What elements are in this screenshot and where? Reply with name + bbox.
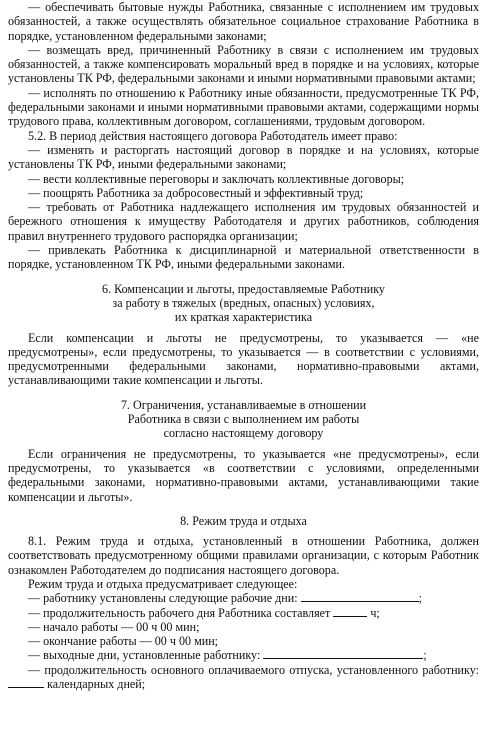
- section-8-heading: 8. Режим труда и отдыха: [180, 513, 307, 528]
- regime-intro: Режим труда и отдыха предусматривает следующее:: [28, 576, 298, 591]
- end-line: — окончание работы — 00 ч 00 мин;: [28, 634, 219, 649]
- hours-unit: ч;: [370, 605, 380, 620]
- workday-length-blank[interactable]: [333, 606, 367, 617]
- section-7-text: Если ограничения не предусмотрены, то указывается «не предусмотрены», если предусмотрены, то указывается «в соответствии с условиями, определенными федеральными законами, нормативно-правовыми актами, устанавливающими такие компенсации и льготы».: [8, 446, 479, 504]
- vacation-unit: календарных дней;: [47, 677, 146, 692]
- section-7-heading-line: согласно настоящему договору: [163, 426, 324, 441]
- duty-paragraph: — исполнять по отношению к Работнику иные обязанности, предусмотренные ТК РФ, федеральными законами и иными нормативными правовыми актами, содержащими нормы трудового права, коллективным договором, соглашениями, трудовым договором.: [8, 85, 479, 129]
- section-6-heading-line: 6. Компенсации и льготы, предоставляемые Работнику: [102, 281, 385, 296]
- right-paragraph: — привлекать Работника к дисциплинарной и материальной ответственности в порядке, установленном ТК РФ, иными федеральными законами.: [8, 243, 479, 272]
- days-off-blank[interactable]: [263, 648, 423, 659]
- section-6-text: Если компенсации и льготы не предусмотрены, то указывается — «не предусмотрены», если предусмотрены, то указывается — в соответствии с условиями, предусмотренными федеральными законами, нормативно-правовыми актами, устанавливающими такие компенсации и льготы.: [8, 330, 479, 388]
- workday-length-label: — продолжительность рабочего дня Работника составляет: [28, 605, 331, 620]
- section-7-heading-line: 7. Ограничения, устанавливаемые в отношении: [120, 397, 367, 412]
- workday-length-line: [8, 606, 479, 620]
- clause-5-2-intro: 5.2. В период действия настоящего договора Работодатель имеет право:: [28, 128, 398, 143]
- workdays-label: — работнику установлены следующие рабочие дни:: [28, 591, 298, 606]
- workdays-blank[interactable]: [301, 591, 419, 602]
- section-6-heading-line: их краткая характеристика: [174, 310, 313, 325]
- right-paragraph: — изменять и расторгать настоящий договор в порядке и на условиях, которые установлены ТК РФ, иными федеральными законами;: [8, 142, 479, 172]
- vacation-line: [8, 663, 479, 692]
- workdays-line: — работнику установлены следующие рабочие дни: ;: [28, 591, 423, 606]
- right-paragraph: — требовать от Работника надлежащего исполнения им трудовых обязанностей и бережного отношения к имуществу Работодателя и других работников, соблюдения правил внутреннего трудового распорядка организации;: [8, 200, 479, 243]
- days-off-line: [8, 648, 479, 662]
- section-6-heading-line: за работу в тяжелых (вредных, опасных) условиях,: [112, 295, 375, 310]
- right-paragraph: — поощрять Работника за добросовестный и эффективный труд;: [28, 185, 364, 200]
- start-line: — начало работы — 00 ч 00 мин;: [28, 619, 200, 634]
- vacation-label: — продолжительность основного оплачиваемого отпуска, установленного работнику:: [28, 662, 479, 677]
- right-paragraph: — вести коллективные переговоры и заключать коллективные договоры;: [28, 171, 405, 186]
- days-off-end: ;: [423, 648, 427, 663]
- vacation-blank[interactable]: [8, 677, 44, 688]
- section-7-heading-line: Работника в связи с выполнением им работы: [127, 412, 360, 427]
- duty-paragraph: — возмещать вред, причиненный Работнику в связи с исполнением им трудовых обязанностей, а также компенсировать моральный вред в порядке и на условиях, которые установлены ТК РФ, федеральными законами и иными нормативными правовыми актами;: [8, 42, 479, 86]
- days-off-label: — выходные дни, установленные работнику:: [28, 648, 261, 663]
- clause-8-1: 8.1. Режим труда и отдыха, установленный в отношении Работника, должен соответствовать предусмотренному общими правилами организации, с которым Работник ознакомлен Работодателем до подписания настоящего договора.: [8, 534, 479, 577]
- duty-paragraph: — обеспечивать бытовые нужды Работника, связанные с исполнением им трудовых обязанностей, а также осуществлять обязательное социальное страхование Работника в порядке, установленном федеральными законами;: [8, 0, 479, 43]
